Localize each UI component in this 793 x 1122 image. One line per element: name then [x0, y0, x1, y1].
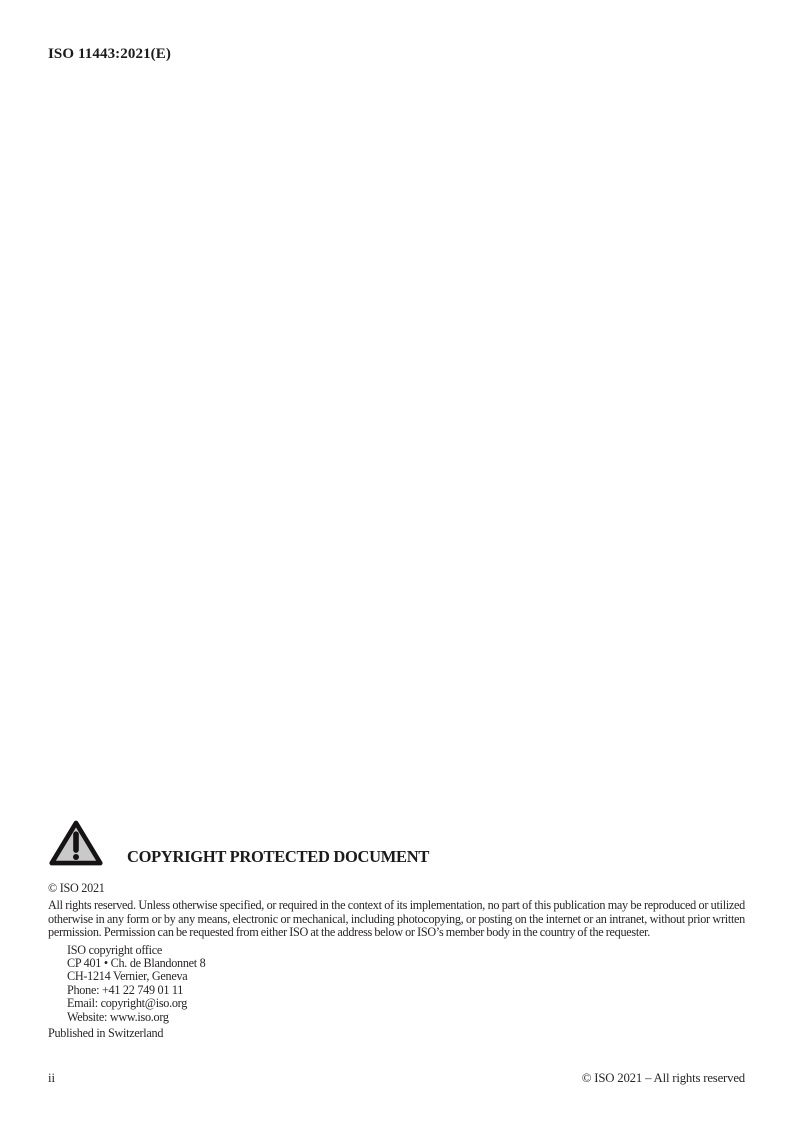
- address-line-office: ISO copyright office: [67, 942, 163, 957]
- published-in-line: Published in Switzerland: [48, 1026, 164, 1041]
- copyright-notice-line: © ISO 2021: [48, 881, 105, 895]
- copyright-section: [48, 819, 745, 1040]
- iso-address-block: [67, 944, 745, 1024]
- warning-triangle-icon: [48, 819, 104, 868]
- address-line-website: Website: www.iso.org: [67, 1009, 169, 1024]
- copyright-body-paragraph: All rights reserved. Unless otherwise specified, or required in the context of its implementation, no part of this publication may be reproduced or utilized otherwise in any form or by any means, electronic or mechanical, including photocopying, or posting on the internet or an intranet, without prior written permission. Permission can be requested from either ISO at the address below or ISO’s member body in the country of the requester.: [48, 898, 745, 940]
- copyright-heading-row: [48, 819, 745, 868]
- address-line-street: CP 401 • Ch. de Blandonnet 8: [67, 956, 206, 971]
- copyright-protected-heading: COPYRIGHT PROTECTED DOCUMENT: [127, 846, 430, 866]
- document-id-header: ISO 11443:2021(E): [48, 46, 171, 62]
- footer-copyright-text: © ISO 2021 – All rights reserved: [581, 1071, 745, 1085]
- address-line-city: CH-1214 Vernier, Geneva: [67, 969, 188, 984]
- page-number: ii: [48, 1071, 56, 1085]
- address-line-phone: Phone: +41 22 749 01 11: [67, 982, 184, 997]
- address-line-email: Email: copyright@iso.org: [67, 996, 188, 1011]
